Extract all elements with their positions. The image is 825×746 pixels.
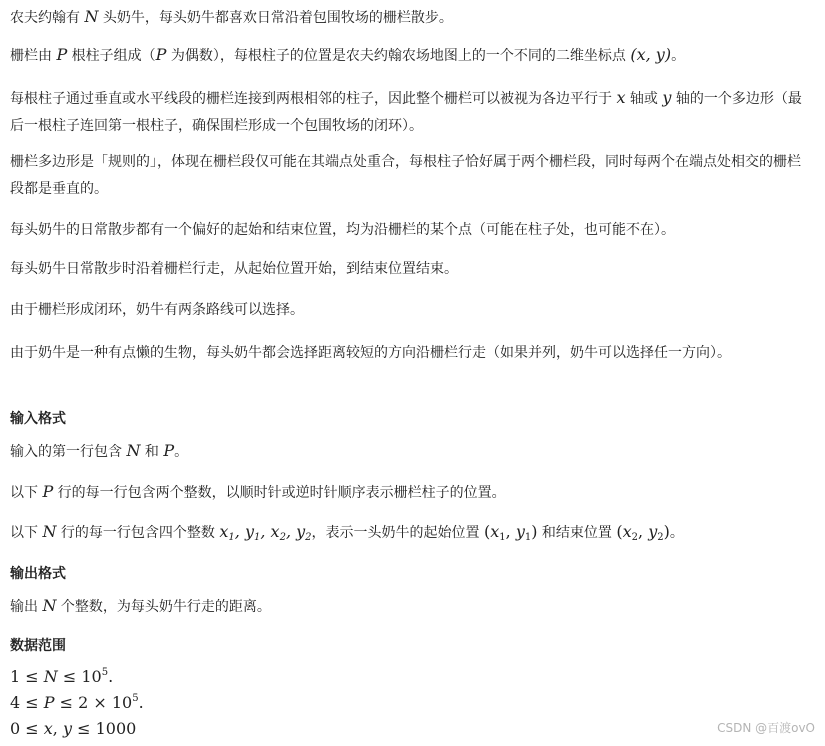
paragraph-posts: 栅栏由 P 根柱子组成（P 为偶数），每根柱子的位置是农夫约翰农场地图上的一个不同的二维坐标点 (x, y)。 [10,45,686,64]
input-line-3: 以下 N 行的每一行包含四个整数 $x_1$, $y_1$, $x_2$, $y_2$，表示一头奶牛的起始位置 ($x_1$, $y_1$) 和结束位置 ($x_2$, $y_2$)。 [10,522,684,543]
paragraph-fence-shape: 每根柱子通过垂直或水平线段的栅栏连接到两根相邻的柱子，因此整个栅栏可以被视为各边平行于 x 轴或 y 轴的一个多边形（最后一根柱子连回第一根柱子，确保围栏形成一个包围牧场的闭环）。 [10,88,802,134]
watermark: CSDN @百渡ovO [717,721,815,735]
input-format-heading: 输入格式 [10,411,66,427]
constraints-heading: 数据范围 [10,638,66,654]
math-P: P [42,482,54,501]
output-format-heading: 输出格式 [10,566,66,582]
input-line-1: 输入的第一行包含 N 和 P。 [10,441,189,460]
math-N: N [42,596,57,615]
paragraph-shorter-direction: 由于奶牛是一种有点懒的生物，每头奶牛都会选择距离较短的方向沿栅栏行走（如果并列，奶牛可以选择任一方向）。 [10,345,731,361]
math-x: x [616,88,626,107]
constraint-xy: 0 ≤ x, y ≤ 1000 [10,719,137,738]
output-line-1: 输出 N 个整数，为每头奶牛行走的距离。 [10,596,271,615]
math-start: ($x_1$, $y_1$) [483,522,538,543]
math-P: P [155,45,167,64]
math-N: N [84,7,99,26]
input-line-2: 以下 P 行的每一行包含两个整数，以顺时针或逆时针顺序表示栅栏柱子的位置。 [10,482,506,501]
math-N: N [126,441,141,460]
paragraph-two-routes: 由于栅栏形成闭环，奶牛有两条路线可以选择。 [10,302,304,318]
constraint-p: $4 \le P \le 2 \times 10^5$. [10,693,144,712]
paragraph-intro: 农夫约翰有 N 头奶牛，每头奶牛都喜欢日常沿着包围牧场的栅栏散步。 [10,7,453,26]
constraint-n: $1 \le N \le 10^5$. [10,667,114,686]
paragraph-walk-endpoints: 每头奶牛的日常散步都有一个偏好的起始和结束位置，均为沿栅栏的某个点（可能在柱子处，也可能不在）。 [10,222,675,238]
math-P: P [163,441,175,460]
math-xy: (x, y) [630,45,672,64]
math-y: y [662,88,672,107]
paragraph-regular: 栅栏多边形是「规则的」，体现在栅栏段仅可能在其端点处重合，每根柱子恰好属于两个栅栏段，同时每两个在端点处相交的栅栏段都是垂直的。 [10,154,801,197]
math-P: P [56,45,68,64]
math-N: N [42,522,57,541]
paragraph-walk-route: 每头奶牛日常散步时沿着栅栏行走，从起始位置开始，到结束位置结束。 [10,261,458,277]
math-end: ($x_2$, $y_2$) [616,522,670,543]
math-vars: $x_1$, $y_1$, $x_2$, $y_2$ [219,522,312,543]
